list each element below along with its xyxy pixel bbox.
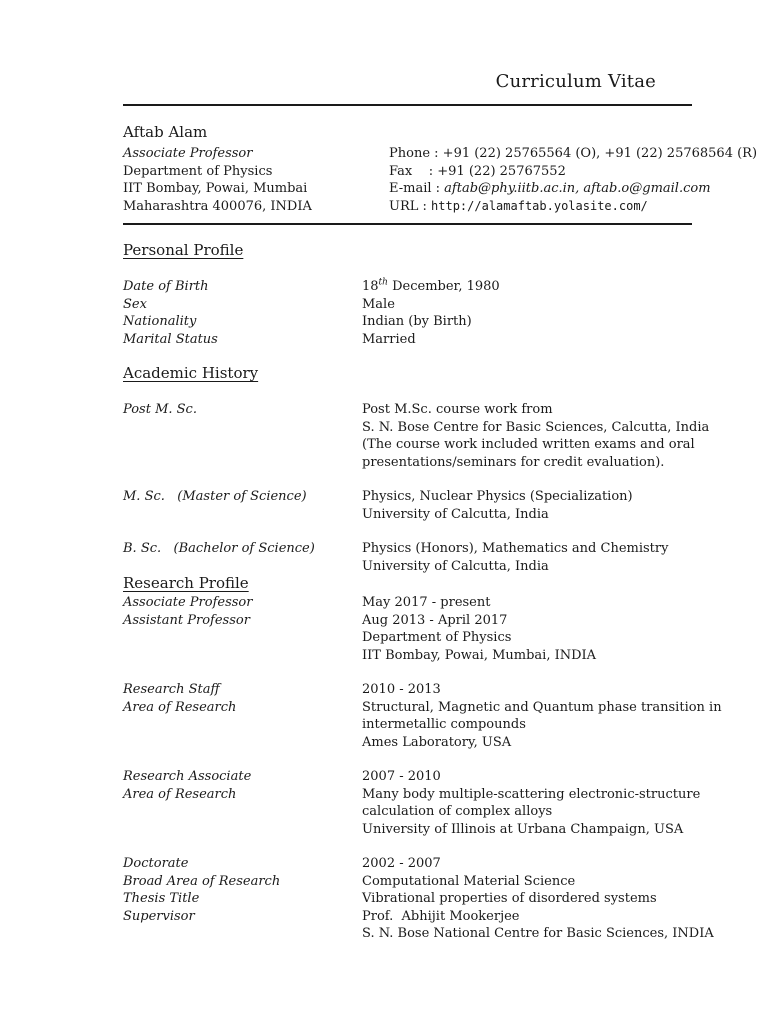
entry-labels	[123, 488, 353, 506]
entry-labels	[123, 540, 353, 558]
entry-labels	[123, 855, 353, 925]
entry-labels	[123, 594, 353, 629]
research-entry-doctorate	[123, 855, 723, 943]
entry-values	[362, 855, 723, 943]
academic-entry-postmsc	[123, 401, 723, 488]
entry-label: Thesis Title	[123, 891, 200, 906]
entry-value: 2007 - 2010	[362, 769, 441, 784]
dob-value	[362, 278, 723, 296]
entry-values	[362, 681, 723, 751]
entry-label: Area of Research	[123, 786, 237, 802]
entry-labels	[123, 401, 353, 419]
entry-value: University of Calcutta, India	[362, 558, 549, 574]
academic-entry-bsc	[123, 540, 723, 575]
email-link[interactable]: aftab@phy.iitb.ac.in, aftab.o@gmail.com	[444, 181, 711, 196]
address-line: Department of Physics	[123, 163, 273, 179]
entry-value: intermetallic compounds	[362, 717, 526, 732]
document-title: Curriculum Vitae	[495, 71, 656, 92]
entry-value: Prof. Abhijit Mookerjee	[362, 908, 520, 924]
entry-label: Research Staff	[123, 682, 220, 697]
phone-line	[389, 145, 758, 163]
entry-label: Doctorate	[123, 856, 189, 871]
academic-history-heading: Academic History	[123, 364, 259, 382]
entry-label: Post M. Sc.	[123, 402, 197, 417]
entry-value: 2010 - 2013	[362, 682, 441, 697]
entry-labels	[123, 681, 353, 716]
entry-value: Ames Laboratory, USA	[362, 734, 512, 750]
research-entry-uiuc	[123, 768, 723, 855]
entry-value: 2002 - 2007	[362, 856, 441, 871]
entry-value: Physics (Honors), Mathematics and Chemistry	[362, 541, 669, 556]
marital-status-value: Married	[362, 331, 416, 347]
entry-values	[362, 594, 723, 664]
nationality-value: Indian (by Birth)	[362, 314, 472, 329]
profile-labels	[123, 278, 353, 348]
entry-value: Computational Material Science	[362, 873, 576, 889]
entry-label: Assistant Professor	[123, 612, 250, 628]
entry-value: (The course work included written exams and oral	[362, 437, 695, 452]
fax-label: Fax :	[389, 163, 434, 179]
address-line: IIT Bombay, Powai, Mumbai	[123, 181, 308, 196]
dob-label: Date of Birth	[123, 279, 209, 294]
dob-rest: December, 1980	[387, 279, 500, 294]
entry-label: Research Associate	[123, 769, 252, 784]
entry-value: Structural, Magnetic and Quantum phase transition in	[362, 699, 722, 715]
entry-value: IIT Bombay, Powai, Mumbai, INDIA	[362, 647, 597, 663]
dob-suffix: th	[378, 277, 388, 288]
entry-value: May 2017 - present	[362, 595, 491, 610]
entry-values	[362, 488, 723, 523]
address-line: Maharashtra 400076, INDIA	[123, 198, 312, 214]
entry-value: Post M.Sc. course work from	[362, 402, 553, 417]
entry-label: Associate Professor	[123, 595, 253, 610]
homepage-link[interactable]: http://alamaftab.yolasite.com/	[431, 198, 648, 213]
entry-value: Physics, Nuclear Physics (Specialization)	[362, 489, 633, 504]
entry-value: Vibrational properties of disordered systems	[362, 891, 657, 906]
profile-values	[362, 278, 723, 348]
phone-label: Phone :	[389, 146, 439, 161]
entry-label: Broad Area of Research	[123, 873, 281, 889]
academic-history-section	[123, 401, 723, 575]
top-rule	[123, 104, 692, 106]
person-name: Aftab Alam	[123, 123, 208, 141]
url-line	[389, 198, 709, 216]
dob-day: 18	[362, 279, 379, 294]
entry-value: Many body multiple-scattering electronic-structure	[362, 786, 701, 802]
entry-value: calculation of complex alloys	[362, 804, 553, 819]
header-bottom-rule	[123, 223, 692, 225]
email-line	[389, 180, 709, 198]
address-block	[123, 145, 373, 215]
sex-label: Sex	[123, 296, 147, 312]
entry-label: M. Sc. (Master of Science)	[123, 489, 307, 504]
email-label: E-mail :	[389, 181, 441, 196]
entry-value: Aug 2013 - April 2017	[362, 612, 508, 628]
fax-value: +91 (22) 25767552	[437, 163, 566, 179]
profile-table	[123, 278, 723, 348]
marital-status-label: Marital Status	[123, 331, 218, 347]
entry-value: S. N. Bose National Centre for Basic Sciences, INDIA	[362, 926, 714, 941]
fax-line	[389, 163, 709, 181]
entry-value: S. N. Bose Centre for Basic Sciences, Calcutta, India	[362, 419, 710, 435]
designation: Associate Professor	[123, 146, 253, 161]
personal-profile-heading: Personal Profile	[123, 241, 244, 259]
sex-value: Male	[362, 296, 395, 312]
research-entry-ames	[123, 681, 723, 768]
entry-labels	[123, 768, 353, 803]
academic-entry-msc	[123, 488, 723, 540]
nationality-label: Nationality	[123, 314, 197, 329]
entry-label: Area of Research	[123, 699, 237, 715]
research-entry-iitb	[123, 594, 723, 681]
phone-value: +91 (22) 25765564 (O), +91 (22) 25768564 (R)	[442, 146, 758, 161]
entry-values	[362, 401, 723, 471]
entry-value: University of Illinois at Urbana Champaign, USA	[362, 821, 684, 837]
entry-label: B. Sc. (Bachelor of Science)	[123, 541, 315, 556]
url-label: URL :	[389, 198, 427, 214]
entry-values	[362, 540, 723, 575]
personal-profile-section	[123, 278, 723, 348]
entry-value: Department of Physics	[362, 630, 512, 645]
contact-block	[389, 145, 758, 215]
entry-values	[362, 768, 723, 838]
research-profile-heading: Research Profile	[123, 574, 249, 592]
entry-label: Supervisor	[123, 908, 195, 924]
entry-value: presentations/seminars for credit evaluation).	[362, 454, 665, 470]
entry-value: University of Calcutta, India	[362, 506, 549, 522]
research-profile-section	[123, 594, 723, 943]
